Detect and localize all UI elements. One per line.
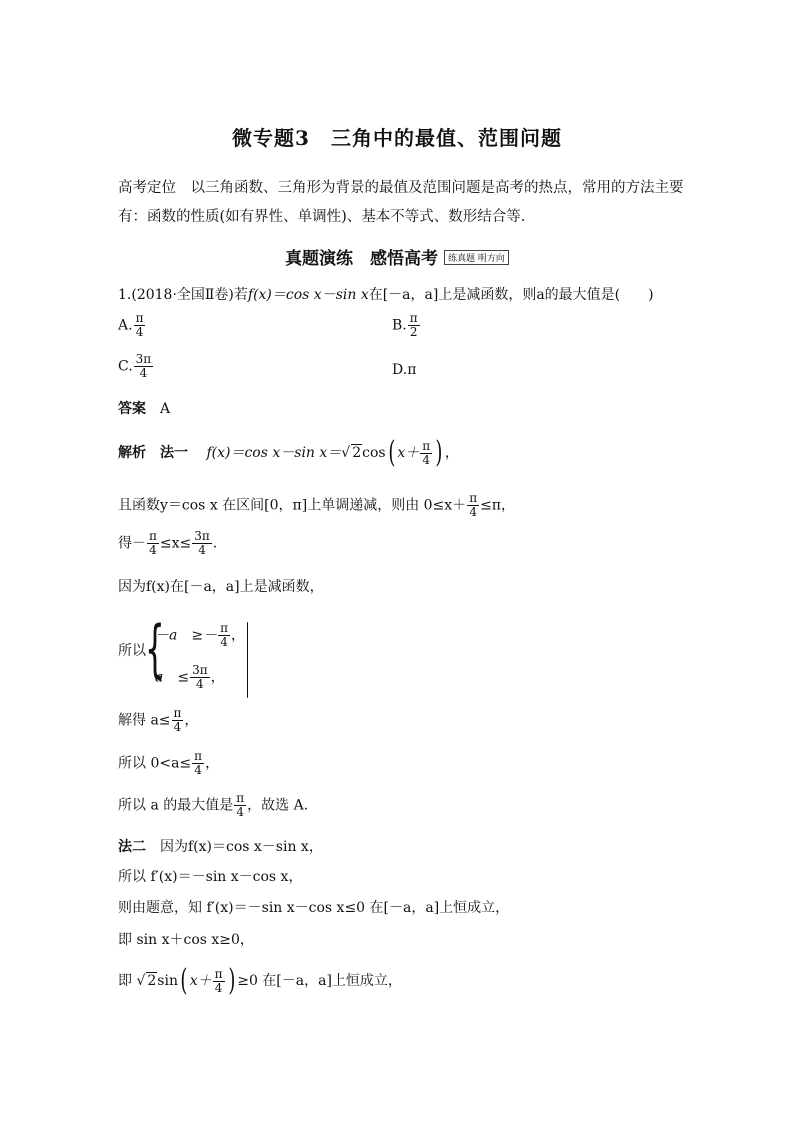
section-heading [0, 244, 794, 269]
question-stem: 1.(2018·全国Ⅱ卷)若f(x)＝cos x－sin x在[－a，a]上是减函数，则a的最大值是( ) [118, 287, 654, 303]
method2-line-5: 即 √ 2sin( x＋ $\frac{\pi}{4}$ ) ≥0 在[－a，a]上恒成立， [118, 963, 402, 998]
solution-line-7: 所以 0<a≤ $\frac{\pi}{4}$ ， [118, 749, 220, 777]
intro-paragraph [118, 174, 684, 232]
method2-line-2: 所以 f′(x)＝－sin x－cos x， [118, 869, 303, 885]
solution-line-8: 所以 a 的最大值是 $\frac{\pi}{4}$ ，故选 A. [118, 791, 309, 819]
system-row-1: －a ≥－ $\frac{\pi}{4}$ ， [155, 621, 245, 649]
section-tag: 练真题 明方向 [444, 250, 509, 265]
solution-line-2: 且函数y＝cos x 在区间[0，π]上单调递减，则由 0≤x＋ $\frac{\pi}{4}$ ≤π， [118, 491, 516, 519]
intro-text: 以三角函数、三角形为背景的最值及范围问题是高考的热点，常用的方法主要有：函数的性质(如有界性、单调性)、基本不等式、数形结合等. [118, 180, 684, 225]
option-c: C. $\frac{3\pi}{4}$ [118, 352, 152, 380]
option-b: B. $\frac{\pi}{2}$ [392, 311, 418, 339]
answer-line: 答案 A [118, 401, 171, 417]
option-d: D.π [392, 362, 417, 378]
method2-line-4: 即 sin x＋cos x≥0， [118, 932, 254, 948]
solution-method1-line: 解析 法一 f(x)＝cos x－sin x＝√ 2cos( x＋ $\frac{\pi}{4}$ ) ， [118, 435, 459, 470]
solution-line-3: 得－ $\frac{\pi}{4}$ ≤x≤ $\frac{3\pi}{4}$ . [118, 529, 218, 557]
system-bar [247, 622, 249, 698]
option-a: A. $\frac{\pi}{4}$ [118, 311, 144, 339]
solution-line-4: 因为f(x)在[－a，a]上是减函数， [118, 579, 324, 595]
system-label: 所以 [118, 643, 146, 659]
intro-lead: 高考定位 [118, 180, 176, 196]
method2-line-3: 则由题意，知 f′(x)＝－sin x－cos x≤0 在[－a，a]上恒成立， [118, 900, 510, 916]
brace-symbol: { [145, 612, 165, 685]
section-heading-text: 真题演练 感悟高考 [285, 249, 439, 269]
solution-line-6: 解得 a≤ $\frac{\pi}{4}$ ， [118, 706, 199, 734]
method2-line-1: 法二 因为f(x)＝cos x－sin x， [118, 839, 323, 855]
page-title: 微专题3 三角中的最值、范围问题 [232, 126, 562, 150]
system-row-2: a ≤ $\frac{3\pi}{4}$ ， [155, 663, 225, 691]
